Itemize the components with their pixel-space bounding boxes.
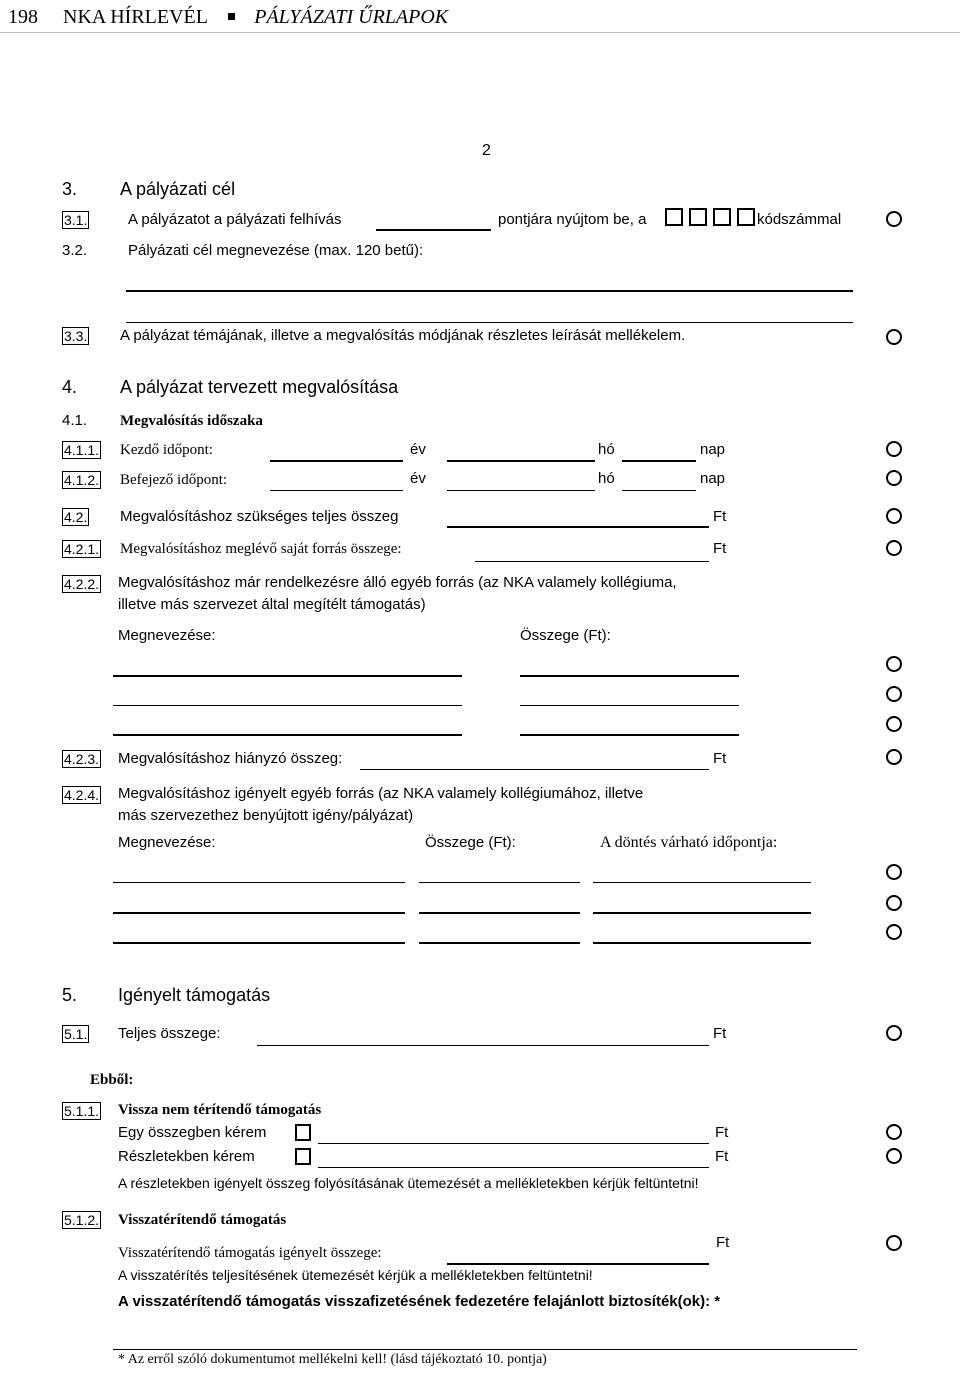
other-funds-name-field[interactable]	[113, 705, 462, 706]
code-box-3[interactable]	[713, 208, 731, 226]
check-circle-5-1[interactable]	[886, 1025, 902, 1041]
end-year-label: év	[410, 470, 426, 487]
item-4-2-2-text-a: Megvalósításhoz már rendelkezésre álló egyéb forrás (az NKA valamely kollégiuma,	[118, 574, 677, 591]
other-funds-name-field[interactable]	[113, 734, 462, 736]
check-circle-3-3[interactable]	[886, 329, 902, 345]
item-4-2-1-text: Megvalósításhoz meglévő saját forrás összege:	[120, 541, 402, 557]
call-point-field[interactable]	[376, 229, 491, 231]
item-4-2-3-text: Megvalósításhoz hiányzó összeg:	[118, 750, 343, 767]
item-4-2-4-number: 4.2.4.	[64, 787, 100, 803]
other-funds-name-field[interactable]	[113, 675, 462, 677]
item-3-3-number: 3.3.	[64, 328, 88, 344]
check-circle-5-1-1-b[interactable]	[886, 1148, 902, 1164]
other-funds-name-header: Megnevezése:	[118, 627, 216, 644]
running-header	[8, 6, 448, 28]
end-month-field[interactable]	[447, 490, 595, 491]
section-4-number: 4.	[62, 377, 78, 397]
check-circle-4-2-2-a[interactable]	[886, 656, 902, 672]
check-circle-4-2[interactable]	[886, 508, 902, 524]
other-funds-amount-header: Összege (Ft):	[520, 627, 611, 644]
missing-amount-field[interactable]	[360, 769, 709, 770]
total-amount-currency: Ft	[713, 508, 727, 525]
total-amount-field[interactable]	[447, 526, 709, 528]
header-rule	[0, 32, 960, 33]
lump-sum-checkbox[interactable]	[295, 1124, 311, 1141]
header-publication: NKA HÍRLEVÉL	[63, 6, 208, 28]
item-4-2-number: 4.2.	[64, 509, 88, 525]
of-which-label: Ebből:	[90, 1072, 134, 1088]
item-3-3-text: A pályázat témájának, illetve a megvalósítás módjának részletes leírását mellékelem.	[120, 327, 686, 344]
section-3-number: 3.	[62, 179, 78, 199]
requested-funds-name-field[interactable]	[113, 942, 405, 944]
start-month-label: hó	[598, 441, 615, 458]
end-year-field[interactable]	[270, 490, 403, 491]
installments-label: Részletekben kérem	[118, 1148, 255, 1165]
installments-checkbox[interactable]	[295, 1148, 311, 1165]
form-page-number: 2	[482, 142, 491, 159]
other-funds-amount-field[interactable]	[520, 675, 739, 677]
decision-date-header: A döntés várható időpontja:	[600, 834, 778, 851]
requested-funds-name-header: Megnevezése:	[118, 834, 216, 851]
item-5-1-2-number: 5.1.2.	[64, 1212, 100, 1228]
check-circle-4-2-2-c[interactable]	[886, 716, 902, 732]
section-3-title: A pályázati cél	[120, 179, 236, 199]
decision-date-field[interactable]	[593, 912, 811, 914]
start-year-field[interactable]	[270, 460, 403, 462]
start-year-label: év	[410, 441, 426, 458]
start-day-field[interactable]	[622, 460, 696, 462]
check-circle-4-2-4-b[interactable]	[886, 895, 902, 911]
check-circle-5-1-1-a[interactable]	[886, 1124, 902, 1140]
item-4-1-number: 4.1.	[62, 412, 88, 429]
item-4-2-3-number: 4.2.3.	[64, 751, 100, 767]
check-circle-4-2-2-b[interactable]	[886, 686, 902, 702]
item-4-2-1-number: 4.2.1.	[64, 541, 100, 557]
check-circle-5-1-2[interactable]	[886, 1235, 902, 1251]
end-day-field[interactable]	[622, 490, 696, 491]
item-5-1-number: 5.1.	[64, 1026, 88, 1042]
item-4-2-4-text-a: Megvalósításhoz igényelt egyéb forrás (az NKA valamely kollégiumához, illetve	[118, 785, 644, 802]
goal-name-field-1[interactable]	[126, 290, 853, 292]
header-section: PÁLYÁZATI ŰRLAPOK	[254, 6, 449, 28]
lump-sum-currency: Ft	[715, 1124, 729, 1141]
refund-schedule-note: A visszatérítés teljesítésének ütemezését kérjük a mellékletekben feltüntetni!	[118, 1267, 593, 1283]
decision-date-field[interactable]	[593, 882, 811, 883]
refundable-amount-label: Visszatérítendő támogatás igényelt összege:	[118, 1245, 382, 1261]
check-circle-3-1[interactable]	[886, 211, 902, 227]
item-5-1-1-text: Vissza nem térítendő támogatás	[118, 1102, 322, 1118]
total-requested-field[interactable]	[257, 1045, 709, 1046]
code-box-2[interactable]	[689, 208, 707, 226]
lump-sum-label: Egy összegben kérem	[118, 1124, 267, 1141]
end-day-label: nap	[700, 470, 726, 487]
item-3-1-number: 3.1.	[64, 212, 88, 228]
check-circle-4-1-2[interactable]	[886, 470, 902, 486]
item-4-2-text: Megvalósításhoz szükséges teljes összeg	[120, 508, 399, 525]
code-box-1[interactable]	[665, 208, 683, 226]
requested-funds-amount-field[interactable]	[419, 882, 580, 883]
item-4-2-4-text-b: más szervezethez benyújtott igény/pályázat)	[118, 807, 414, 824]
requested-funds-name-field[interactable]	[113, 912, 405, 914]
item-3-2-number: 3.2.	[62, 242, 88, 259]
check-circle-4-2-3[interactable]	[886, 749, 902, 765]
check-circle-4-1-1[interactable]	[886, 441, 902, 457]
item-5-1-text: Teljes összege:	[118, 1025, 221, 1042]
code-box-4[interactable]	[737, 208, 755, 226]
own-funds-field[interactable]	[475, 561, 709, 562]
footnote-rule	[113, 1349, 857, 1350]
item-4-1-2-text: Befejező időpont:	[120, 472, 228, 488]
other-funds-amount-field[interactable]	[520, 734, 739, 736]
own-funds-currency: Ft	[713, 540, 727, 557]
installments-amount-field[interactable]	[318, 1167, 709, 1168]
check-circle-4-2-4-a[interactable]	[886, 864, 902, 880]
goal-name-field-2[interactable]	[126, 322, 853, 323]
total-requested-currency: Ft	[713, 1025, 727, 1042]
item-3-2-text: Pályázati cél megnevezése (max. 120 betű):	[128, 242, 424, 259]
requested-funds-amount-field[interactable]	[419, 942, 580, 944]
item-5-1-1-number: 5.1.1.	[64, 1103, 100, 1119]
item-4-1-1-number: 4.1.1.	[64, 442, 100, 458]
installments-note: A részletekben igényelt összeg folyósításának ütemezését a mellékletekben kérjük feltüntetni!	[118, 1175, 699, 1191]
installments-currency: Ft	[715, 1148, 729, 1165]
requested-funds-name-field[interactable]	[113, 882, 405, 883]
check-circle-4-2-1[interactable]	[886, 540, 902, 556]
item-4-1-text: Megvalósítás időszaka	[120, 413, 263, 429]
item-3-1-text-b: pontjára nyújtom be, a	[498, 211, 647, 228]
item-5-1-2-text: Visszatérítendő támogatás	[118, 1212, 287, 1228]
item-4-2-2-text-b: illetve más szervezet által megítélt támogatás)	[118, 596, 426, 613]
lump-sum-amount-field[interactable]	[318, 1143, 709, 1144]
refundable-amount-field[interactable]	[447, 1263, 709, 1265]
decision-date-field[interactable]	[593, 942, 811, 944]
section-5-number: 5.	[62, 985, 78, 1005]
item-4-1-2-number: 4.1.2.	[64, 472, 100, 488]
collateral-label: A visszatérítendő támogatás visszafizetésének fedezetére felajánlott biztosíték(ok): *	[118, 1293, 721, 1310]
requested-funds-amount-field[interactable]	[419, 912, 580, 914]
item-3-1-text-c: kódszámmal	[757, 211, 842, 228]
other-funds-amount-field[interactable]	[520, 705, 739, 706]
footnote: * Az erről szóló dokumentumot mellékelni kell! (lásd tájékoztató 10. pontja)	[118, 1352, 547, 1367]
section-5-title: Igényelt támogatás	[118, 985, 271, 1005]
item-3-1-text-a: A pályázatot a pályázati felhívás	[128, 211, 342, 228]
item-4-2-2-number: 4.2.2.	[64, 576, 100, 592]
missing-amount-currency: Ft	[713, 750, 727, 767]
item-4-1-1-text: Kezdő időpont:	[120, 442, 213, 458]
header-bullet	[228, 13, 235, 20]
refundable-amount-currency: Ft	[716, 1234, 730, 1251]
start-month-field[interactable]	[447, 460, 595, 462]
section-4-title: A pályázat tervezett megvalósítása	[120, 377, 399, 397]
start-day-label: nap	[700, 441, 726, 458]
requested-funds-amount-header: Összege (Ft):	[425, 834, 516, 851]
end-month-label: hó	[598, 470, 615, 487]
check-circle-4-2-4-c[interactable]	[886, 924, 902, 940]
header-page-number: 198	[8, 6, 38, 28]
